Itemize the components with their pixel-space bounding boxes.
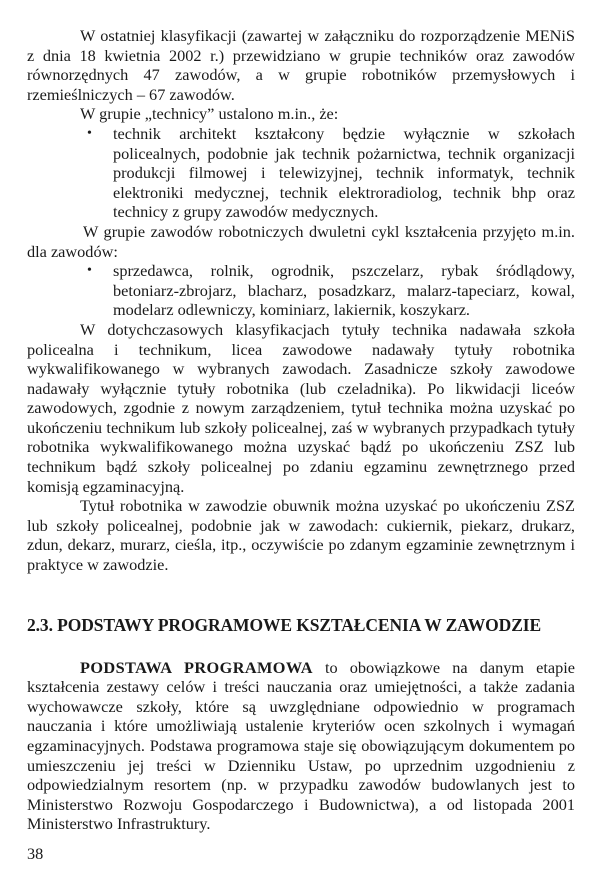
page-number: 38 (27, 844, 44, 863)
paragraph-dotychczasowe-klasyfikacje: W dotychczasowych klasyfikacjach tytuły technika nadawała szkoła policealna i technikum, licea zawodowe nadawały tytuły robotnika wykwalifikowanego w wybranych zawodach. Zasadnicze szkoły zawodowe nadawały wyłącznie tytuły robotnika (lub czeladnika). Po likwidacji liceów zawodowych, zgodnie z nowym zarządzeniem, tytuł technika można uzyskać po ukończeniu technikum lub szkoły policealnej, zaś w wybranych przypadkach tytuły robotnika wykwalifikowanego można uzyskać bądź po ukończeniu ZSZ lub technikum bądź szkoły policealnej po zdaniu egzaminu zewnętrznego przed komisją egzaminacyjną. (27, 319, 575, 496)
document-page (27, 26, 575, 834)
section-heading: 2.3. PODSTAWY PROGRAMOWE KSZTAŁCENIA W ZAWODZIE (27, 614, 542, 635)
paragraph-robotnicy-intro: W grupie zawodów robotniczych dwuletni cykl kształcenia przyjęto m.in. dla zawodów: (27, 221, 575, 261)
technicy-list (27, 124, 575, 222)
lead-term: PODSTAWA PROGRAMOWA (80, 657, 313, 677)
paragraph-obuwnik: Tytuł robotnika w zawodzie obuwnik można uzyskać po ukończeniu ZSZ lub szkoły policealnej, podobnie jak w zawodach: cukiernik, piekarz, drukarz, zdun, dekarz, murarz, cieśla, itp., oczywiście po zdanym egzaminie zewnętrznym i praktyce w zawodzie. (27, 496, 575, 575)
paragraph-technicy-intro: W grupie „technicy” ustalono m.in., że: (80, 104, 339, 124)
paragraph-podstawa-programowa (27, 658, 575, 834)
paragraph-classification: W ostatniej klasyfikacji (zawartej w załączniku do rozporządzenie MENiS z dnia 18 kwietnia 2002 r.) przewidziano w grupie techników oraz zawodów równorzędnych 47 zawodów, a w grupie robotników przemysłowych i rzemieślniczych – 67 zawodów. (27, 26, 575, 104)
list-item (87, 261, 575, 320)
robotnicy-list (27, 261, 575, 320)
bullet-icon: • (87, 263, 92, 279)
list-item-text: technik architekt kształcony będzie wyłącznie w szkołach policealnych, podobnie jak technik pożarnictwa, technik organizacji produkcji filmowej i telewizyjnej, technik informatyk, technik elektroniki medycznej, technik elektroradiolog, technik bhp oraz technicy z grupy zawodów medycznych. (113, 123, 575, 222)
list-item-text: sprzedawca, rolnik, ogrodnik, pszczelarz, rybak śródlądowy, betoniarz-zbrojarz, blacharz, posadzkarz, malarz-tapeciarz, kowal, modelarz odlewniczy, kominiarz, lakiernik, koszykarz. (113, 261, 575, 320)
list-item (87, 123, 575, 222)
spacer (27, 636, 575, 658)
lead-text: to obowiązkowe na danym etapie kształcenia zestawy celów i treści nauczania oraz umiejętności, a także zadania wychowawcze szkoły, które są uwzględniane odpowiednio w programach nauczania i które umożliwiają ustalenie kryteriów ocen szkolnych i wymagań egzaminacyjnych. Podstawa programowa staje się obowiązującym dokumentem po umieszczeniu jej treści w Dzienniku Ustaw, po uprzednim uzgodnieniu z odpowiedzialnym resortem (np. w przypadku zawodów budowlanych jest to Ministerstwo Rozwoju Gospodarczego i Budownictwa), a od listopada 2001 Ministerstwo Infrastruktury. (27, 657, 576, 834)
bullet-icon: • (87, 125, 92, 141)
spacer (27, 575, 575, 614)
